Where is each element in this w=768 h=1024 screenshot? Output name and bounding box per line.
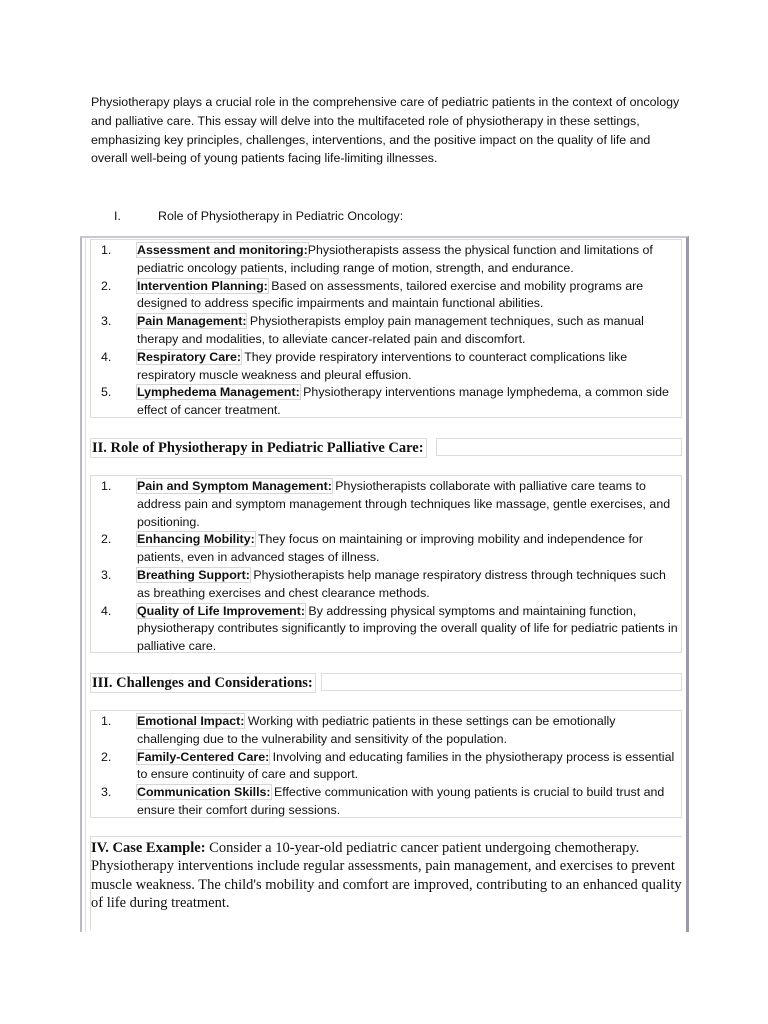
case-example-label: IV. Case Example: — [91, 840, 206, 856]
section-1-title: Role of Physiotherapy in Pediatric Oncology: — [158, 209, 404, 223]
item-text: Based on assessments, tailored exercise and mobility programs are designed to address specific impairments and maintain functional abilities. — [137, 278, 644, 311]
item-term: Emotional Impact: — [137, 714, 245, 728]
item-term: Intervention Planning: — [137, 278, 268, 293]
section-3-list — [91, 711, 681, 820]
list-item: 3. Pain Management: Physiotherapists employ pain management techniques, such as manual therapy and modalities, to alleviate cancer-related pain and discomfort. — [101, 314, 644, 346]
item-text: They focus on maintaining or improving mobility and independence for patients, even in advanced stages of illness. — [137, 532, 643, 565]
item-term: Enhancing Mobility: — [137, 532, 255, 547]
list-item: 1. Assessment and monitoring:Physiotherapists assess the physical function and limitations of pediatric oncology patients, including range of motion, strength, and endurance. — [101, 243, 653, 275]
item-text: Effective communication with young patients is crucial to build trust and ensure their comfort during sessions. — [137, 785, 665, 817]
item-term: Pain Management: — [137, 314, 247, 329]
list-item: 2. Enhancing Mobility: They focus on maintaining or improving mobility and independence for patients, even in advanced stages of illness. — [101, 532, 643, 565]
item-term: Pain and Symptom Management: — [137, 479, 332, 493]
section-2-heading-rule — [436, 438, 682, 456]
item-text: Physiotherapists collaborate with palliative care teams to address pain and symptom management through techniques like massage, gentle exercises, and positioning. — [137, 479, 671, 529]
item-term: Lymphedema Management: — [137, 385, 300, 400]
section-1-numeral: I. — [114, 209, 121, 223]
list-item: 1. Pain and Symptom Management: Physiotherapists collaborate with palliative care teams to address pain and symptom management through techniques like massage, gentle exercises, and positioning. — [101, 479, 671, 529]
section-2-list-box — [90, 475, 682, 653]
section-3-heading-rule — [321, 673, 682, 691]
section-2-list — [91, 476, 681, 656]
case-example — [90, 836, 682, 930]
intro-paragraph: Physiotherapy plays a crucial role in the comprehensive care of pediatric patients in the context of oncology and palliative care. This essay will delve into the multifaceted role of physiotherapy in these settings, emphasizing key principles, challenges, interventions, and the positive impact on the quality of life and overall well-being of young patients facing life-limiting illnesses. — [91, 95, 680, 166]
item-term: Family-Centered Care: — [137, 749, 270, 764]
section-1-list — [91, 240, 681, 420]
item-text: Physiotherapists help manage respiratory distress through techniques such as breathing exercises and chest clearance methods. — [137, 567, 666, 600]
list-item: 4. Quality of Life Improvement: By addressing physical symptoms and maintaining function, physiotherapy contributes significantly to improving the overall quality of life for pediatric patients in palliative care. — [101, 603, 678, 654]
item-term: Communication Skills: — [137, 785, 271, 800]
list-item: 2. Intervention Planning: Based on assessments, tailored exercise and mobility programs are designed to address specific impairments and maintain functional abilities. — [101, 278, 644, 311]
item-term: Breathing Support: — [137, 567, 250, 582]
section-1-list-box — [90, 239, 682, 418]
list-item: 3. Breathing Support: Physiotherapists help manage respiratory distress through techniques such as breathing exercises and chest clearance methods. — [101, 567, 666, 600]
list-item: 3. Communication Skills: Effective communication with young patients is crucial to build trust and ensure their comfort during sessions. — [101, 785, 665, 817]
item-text: Physiotherapists assess the physical function and limitations of pediatric oncology patients, including range of motion, strength, and endurance. — [137, 243, 653, 275]
item-text: Physiotherapy interventions manage lymphedema, a common side effect of cancer treatment. — [137, 385, 669, 418]
case-example-text: Consider a 10-year-old pediatric cancer patient undergoing chemotherapy. Physiotherapy interventions include regular assessments, pain management, and exercises to prevent muscle weakness. The child's mobility and comfort are improved, contributing to an enhanced quality of life during treatment. — [91, 840, 682, 912]
list-item: 1. Emotional Impact: Working with pediatric patients in these settings can be emotionally challenging due to the vulnerability and sensitivity of the population. — [101, 714, 616, 746]
item-text: They provide respiratory interventions to counteract complications like respiratory muscle weakness and pleural effusion. — [137, 349, 628, 382]
section-2-heading: II. Role of Physiotherapy in Pediatric Palliative Care: — [90, 438, 427, 458]
list-item: 4. Respiratory Care: They provide respiratory interventions to counteract complications like respiratory muscle weakness and pleural effusion. — [101, 349, 628, 382]
section-3-heading: III. Challenges and Considerations: — [90, 673, 316, 693]
list-item: 5. Lymphedema Management: Physiotherapy interventions manage lymphedema, a common side effect of cancer treatment. — [101, 385, 669, 418]
section-3-list-box — [90, 710, 682, 818]
section-1-heading — [114, 207, 403, 225]
item-term: Respiratory Care: — [137, 349, 241, 364]
item-term: Quality of Life Improvement: — [137, 603, 305, 618]
list-item: 2. Family-Centered Care: Involving and educating families in the physiotherapy process is essential to ensure continuity of care and support. — [101, 749, 675, 782]
item-text: Physiotherapists employ pain management techniques, such as manual therapy and modalities, to alleviate cancer-related pain and discomfort. — [137, 314, 644, 346]
item-text: By addressing physical symptoms and maintaining function, physiotherapy contributes significantly to improving the overall quality of life for pediatric patients in palliative care. — [137, 603, 678, 654]
item-text: Working with pediatric patients in these settings can be emotionally challenging due to the vulnerability and sensitivity of the population. — [137, 714, 616, 746]
item-term: Assessment and monitoring: — [137, 243, 308, 257]
item-text: Involving and educating families in the physiotherapy process is essential to ensure continuity of care and support. — [137, 749, 675, 782]
